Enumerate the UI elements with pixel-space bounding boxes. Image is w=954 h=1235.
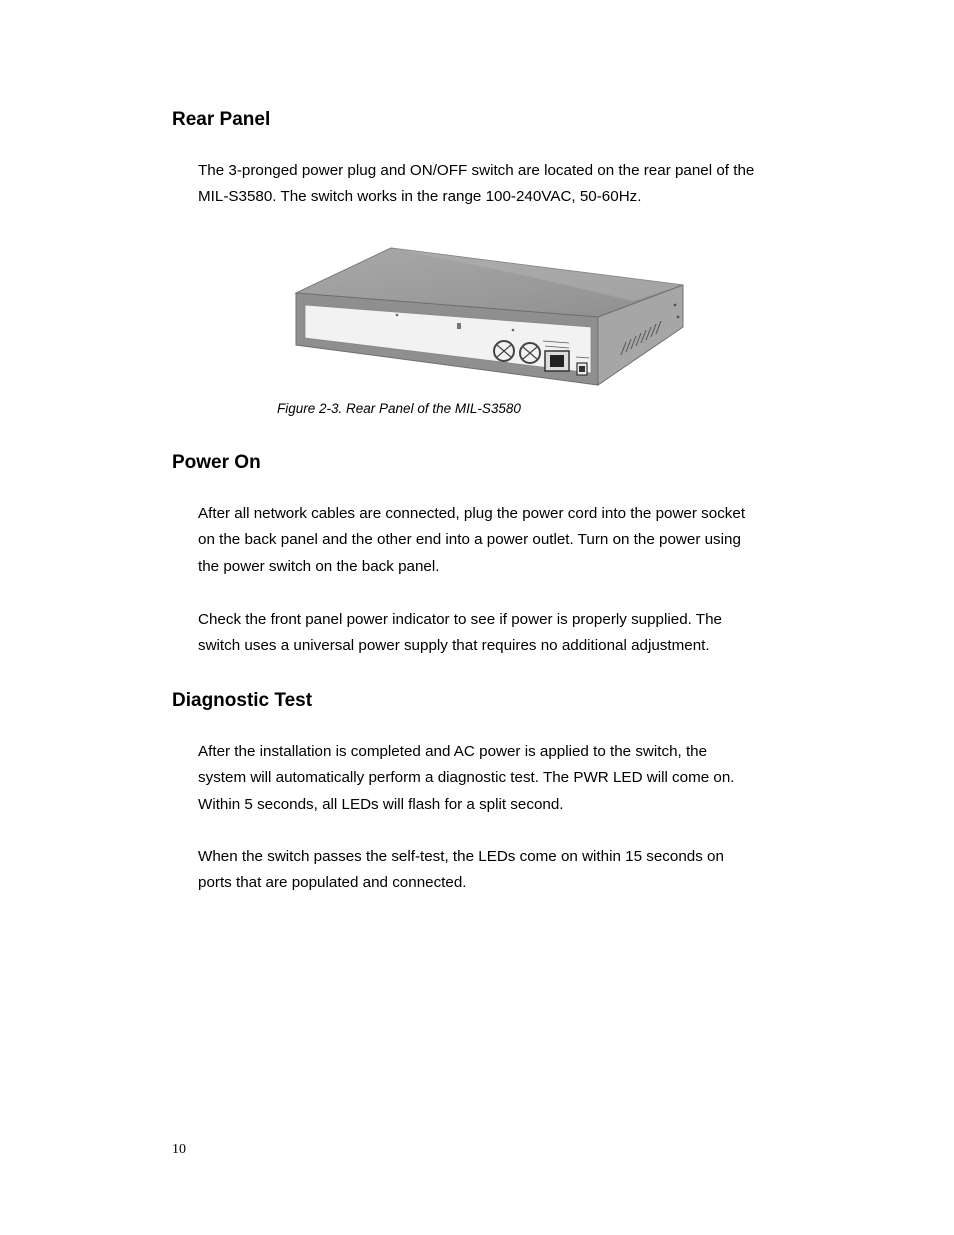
section-heading-diagnostic-test: Diagnostic Test (172, 690, 313, 711)
text-line: When the switch passes the self-test, the LEDs come on within 15 seconds on (198, 848, 724, 865)
text-line: switch uses a universal power supply that requires no additional adjustment. (198, 637, 710, 655)
text-line: ports that are populated and connected. (198, 874, 467, 892)
text-line: The 3-pronged power plug and ON/OFF switch are located on the rear panel of the (198, 162, 755, 179)
page-number: 10 (172, 1142, 186, 1157)
figure-caption: Figure 2-3. Rear Panel of the MIL-S3580 (277, 401, 521, 416)
text-line: on the back panel and the other end into a power outlet. Turn on the power using (198, 531, 741, 549)
text-line: MIL-S3580. The switch works in the range 100-240VAC, 50-60Hz. (198, 188, 642, 206)
text-line: Within 5 seconds, all LEDs will flash for a split second. (198, 795, 564, 813)
rear-panel-figure (293, 245, 688, 390)
diagnostic-paragraph-2 (198, 844, 798, 897)
rear-panel-paragraph (198, 158, 798, 211)
text-line: the power switch on the back panel. (198, 557, 440, 575)
power-on-paragraph-2 (198, 607, 798, 660)
section-heading-rear-panel: Rear Panel (172, 109, 271, 130)
text-line: After all network cables are connected, plug the power cord into the power socket (198, 505, 746, 522)
text-line: system will automatically perform a diagnostic test. The PWR LED will come on. (198, 769, 735, 787)
power-on-paragraph-1 (198, 501, 798, 580)
diagnostic-paragraph-1 (198, 739, 798, 818)
text-line: Check the front panel power indicator to see if power is properly supplied. The (198, 611, 722, 628)
section-heading-power-on: Power On (172, 452, 261, 473)
text-line: After the installation is completed and AC power is applied to the switch, the (198, 743, 708, 760)
